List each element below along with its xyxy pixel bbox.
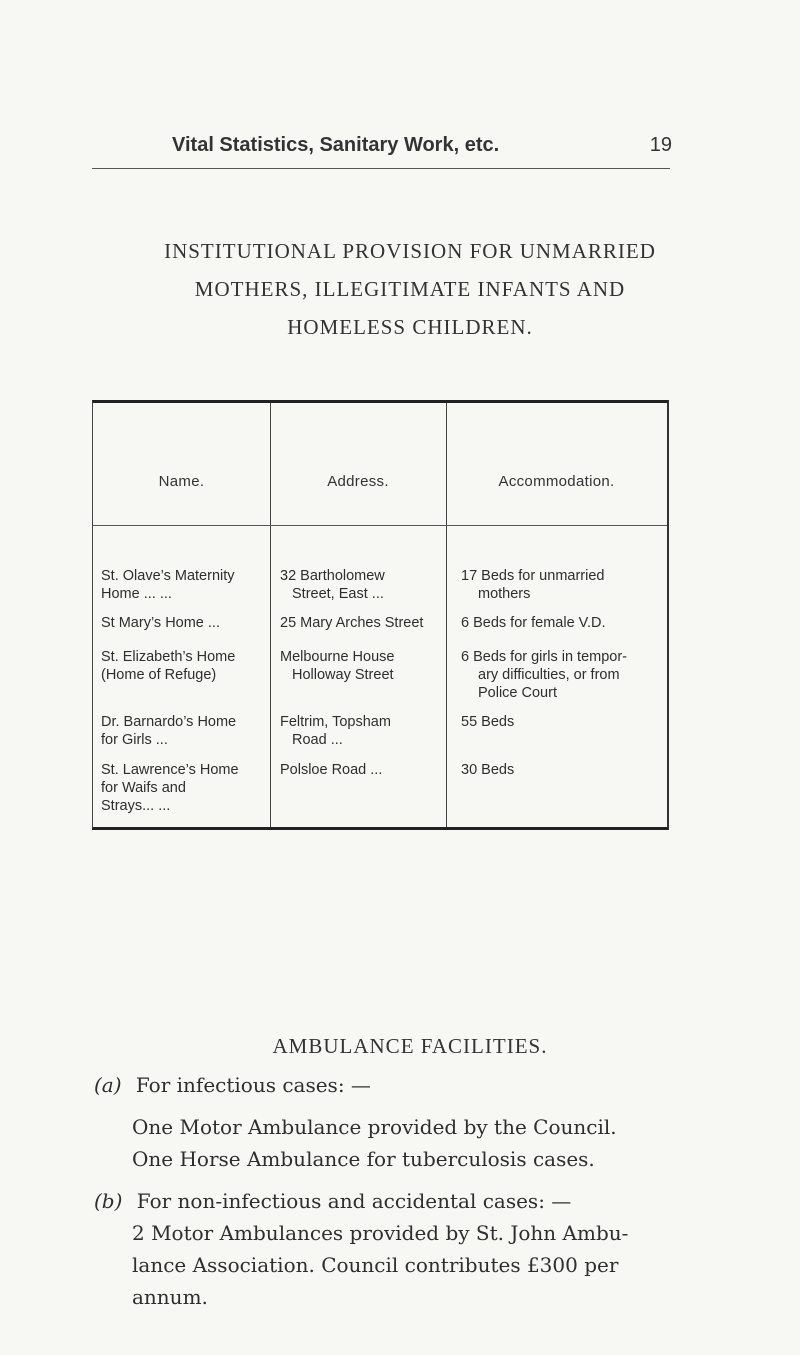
- section-title-line-2: MOTHERS, ILLEGITIMATE INFANTS AND: [194, 277, 626, 301]
- item-b-line-2: lance Association. Council contributes £300 per: [132, 1253, 619, 1277]
- item-a-line-1: One Motor Ambulance provided by the Council.: [132, 1115, 617, 1139]
- cell-line: Road ...: [292, 732, 343, 748]
- table-row-1-address: [280, 567, 385, 603]
- table-row-3-name: [101, 648, 235, 684]
- cell-line: Holloway Street: [292, 667, 394, 683]
- ambulance-title: AMBULANCE FACILITIES.: [272, 1034, 548, 1058]
- cell-line: St. Elizabeth’s Home: [101, 649, 236, 665]
- table-row-2-accommodation: [461, 614, 606, 632]
- table-row-1-name: [101, 567, 235, 603]
- page-number: 19: [649, 134, 672, 156]
- section-title-line-1: INSTITUTIONAL PROVISION FOR UNMARRIED: [164, 239, 656, 263]
- cell-line: Feltrim, Topsham: [280, 714, 391, 730]
- table-row-1-accommodation: [461, 567, 604, 603]
- table-row-4-address: [280, 713, 391, 749]
- column-divider: [270, 403, 271, 827]
- cell-line: mothers: [478, 586, 531, 602]
- cell-line: ary difficulties, or from: [478, 667, 620, 683]
- cell-line: 32 Bartholomew: [280, 568, 385, 584]
- cell-line: St Mary’s Home ...: [101, 615, 220, 631]
- cell-line: Dr. Barnardo’s Home: [101, 714, 237, 730]
- section-title-line-3: HOMELESS CHILDREN.: [287, 315, 533, 339]
- cell-line: 17 Beds for unmarried: [461, 568, 605, 584]
- header-rule: [92, 168, 670, 169]
- item-b-line-3: annum.: [132, 1285, 208, 1309]
- cell-line: St. Lawrence’s Home: [101, 762, 239, 778]
- header-divider: [93, 525, 667, 526]
- table-row-4-accommodation: [461, 713, 514, 731]
- item-a-text: For infectious cases: —: [135, 1073, 371, 1097]
- cell-line: 6 Beds for girls in tempor-: [461, 649, 628, 665]
- cell-line: Street, East ...: [292, 586, 384, 602]
- table-row-5-address: [280, 761, 382, 779]
- cell-line: Home ... ...: [101, 586, 172, 602]
- table-row-2-address: [280, 614, 423, 632]
- item-a-label: (a): [94, 1073, 122, 1097]
- table-row-5-name: [101, 761, 239, 815]
- item-b-label: (b): [94, 1189, 123, 1213]
- cell-line: 30 Beds: [461, 762, 515, 778]
- column-header-name: Name.: [158, 473, 205, 490]
- table-row-2-name: [101, 614, 220, 632]
- table-row-4-name: [101, 713, 236, 749]
- item-b-text: For non-infectious and accidental cases: —: [136, 1189, 572, 1213]
- cell-line: Melbourne House: [280, 649, 395, 665]
- item-b-heading: [94, 1186, 571, 1216]
- cell-line: 25 Mary Arches Street: [280, 615, 424, 631]
- table-row-5-accommodation: [461, 761, 514, 779]
- column-header-accommodation: Accommodation.: [498, 473, 615, 490]
- column-divider: [446, 403, 447, 827]
- institutions-table: [92, 400, 669, 830]
- cell-line: Police Court: [478, 685, 557, 701]
- cell-line: 55 Beds: [461, 714, 515, 730]
- table-row-3-accommodation: [461, 648, 627, 702]
- cell-line: for Waifs and: [101, 780, 186, 796]
- cell-line: Polsloe Road ...: [280, 762, 383, 778]
- cell-line: St. Olave’s Maternity: [101, 568, 235, 584]
- item-a-line-2: One Horse Ambulance for tuberculosis cases.: [132, 1147, 595, 1171]
- cell-line: (Home of Refuge): [101, 667, 217, 683]
- column-header-address: Address.: [327, 473, 389, 490]
- cell-line: for Girls ...: [101, 732, 168, 748]
- item-a-heading: [94, 1070, 371, 1100]
- table-row-3-address: [280, 648, 394, 684]
- item-b-line-1: 2 Motor Ambulances provided by St. John Ambu-: [132, 1221, 629, 1245]
- section-title: [60, 232, 760, 346]
- cell-line: Strays... ...: [101, 798, 171, 814]
- header-title: Vital Statistics, Sanitary Work, etc.: [172, 134, 500, 156]
- cell-line: 6 Beds for female V.D.: [461, 615, 606, 631]
